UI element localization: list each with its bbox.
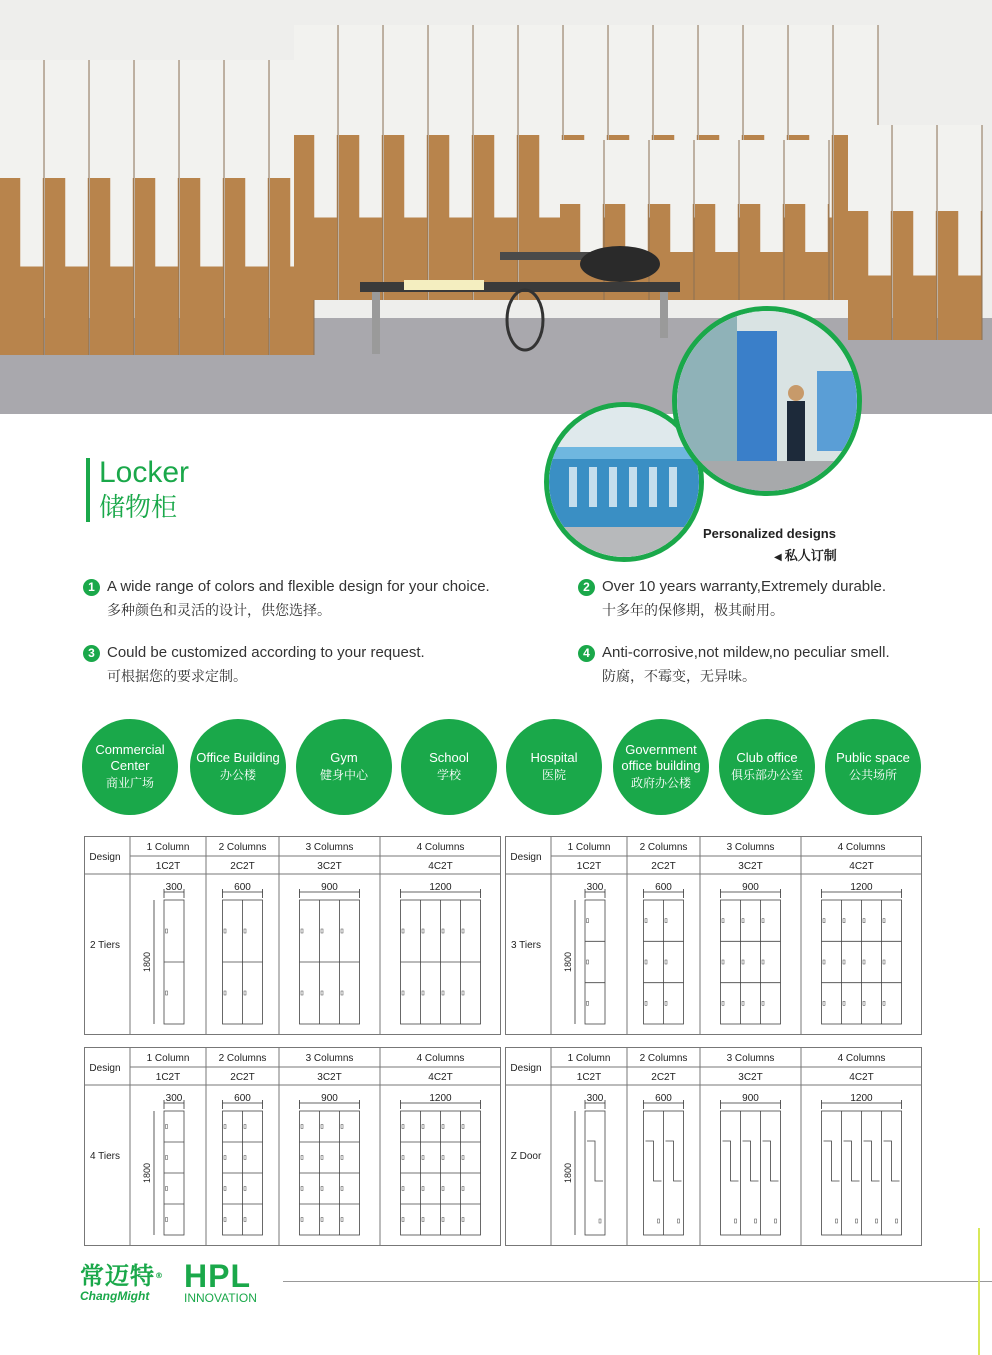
lock-icon [442, 1187, 444, 1191]
column-header: 3 Columns [305, 1053, 354, 1064]
z-door-line [864, 1141, 880, 1181]
column-code: 3C2T [317, 861, 342, 872]
category-label-en: Hospital [530, 750, 578, 765]
lock-icon [442, 1156, 444, 1160]
lock-icon [244, 1218, 246, 1222]
lock-icon [587, 960, 589, 964]
lock-icon [244, 929, 246, 933]
brand-name-zh: 常迈特 [80, 1262, 155, 1290]
lock-icon [883, 1001, 885, 1005]
feature-number: 2 [578, 579, 595, 596]
lock-icon [665, 960, 667, 964]
category-label-en: Public space [836, 750, 910, 765]
page-title: Locker [99, 456, 190, 489]
column-header: 1 Column [146, 842, 190, 853]
lock-icon [224, 991, 226, 995]
column-header: 4 Columns [416, 1053, 465, 1064]
column-header: 2 Columns [639, 1053, 688, 1064]
lock-icon [166, 1187, 168, 1191]
category-label-en: Gym [330, 750, 358, 765]
height-value: 1800 [142, 1162, 152, 1184]
lock-icon [665, 919, 667, 923]
lock-icon [341, 1125, 343, 1129]
category-school [401, 719, 497, 815]
lock-icon [645, 1001, 647, 1005]
z-door-line [646, 1141, 662, 1181]
feature-3 [83, 644, 563, 688]
caption-zh-text: 私人订制 [784, 549, 837, 564]
width-value: 600 [234, 882, 251, 893]
tier-label: 4 Tiers [89, 1151, 121, 1162]
z-door-line [723, 1141, 739, 1181]
lock-icon [301, 929, 303, 933]
height-value: 1800 [142, 951, 152, 973]
lock-icon [166, 1156, 168, 1160]
z-door-line [743, 1141, 759, 1181]
category-label-zh: 政府办公楼 [630, 776, 691, 790]
lock-icon [301, 1125, 303, 1129]
category-label-zh: 健身中心 [319, 768, 368, 782]
lock-icon [735, 1219, 737, 1223]
z-door-line [824, 1141, 840, 1181]
design-label: Design [510, 852, 542, 863]
innovation-text: INNOVATION [184, 1291, 257, 1305]
spec-table-3-tiers [505, 836, 922, 1035]
lock-icon [742, 919, 744, 923]
changmight-logo [80, 1262, 164, 1303]
column-header: 3 Columns [726, 842, 775, 853]
category-label-zh: 医院 [541, 768, 566, 782]
tier-label: Z Door [510, 1151, 542, 1162]
lock-icon [402, 1218, 404, 1222]
lock-icon [442, 929, 444, 933]
column-code: 3C2T [738, 1072, 763, 1083]
lock-icon [823, 1001, 825, 1005]
lock-icon [442, 1218, 444, 1222]
column-code: 2C2T [230, 861, 255, 872]
column-code: 4C2T [428, 1072, 453, 1083]
lock-icon [341, 1218, 343, 1222]
column-code: 3C2T [738, 861, 763, 872]
z-door-line [763, 1141, 779, 1181]
hpl-text: HPL [184, 1258, 251, 1294]
lock-icon [775, 1219, 777, 1223]
feature-text-en: Anti-corrosive,not mildew,no peculiar smell. [602, 644, 890, 661]
lock-icon [836, 1219, 838, 1223]
column-header: 2 Columns [218, 1053, 267, 1064]
lock-icon [587, 1001, 589, 1005]
lock-icon [843, 960, 845, 964]
feature-2 [578, 578, 978, 622]
column-code: 4C2T [428, 861, 453, 872]
lock-icon [301, 991, 303, 995]
spec-table-z-door [505, 1047, 922, 1246]
lock-icon [422, 1156, 424, 1160]
title-accent-bar [86, 458, 90, 522]
column-header: 1 Column [146, 1053, 190, 1064]
feature-4 [578, 644, 978, 688]
column-header: 1 Column [567, 1053, 611, 1064]
category-label-zh: 商业广场 [105, 776, 154, 790]
z-door-line [844, 1141, 860, 1181]
feature-text-en: A wide range of colors and flexible design for your choice. [107, 578, 490, 595]
lock-icon [224, 1187, 226, 1191]
z-door-line [666, 1141, 682, 1181]
lock-icon [224, 1125, 226, 1129]
lock-icon [863, 919, 865, 923]
spec-table-4-tiers [84, 1047, 501, 1246]
edge-color-mark [978, 1228, 980, 1355]
cabinet-outline [721, 900, 781, 1024]
lock-icon [722, 919, 724, 923]
z-door-line [587, 1141, 603, 1181]
width-value: 900 [742, 1093, 759, 1104]
lock-icon [876, 1219, 878, 1223]
height-value: 1800 [563, 951, 573, 973]
width-value: 900 [321, 1093, 338, 1104]
category-public-space [825, 719, 921, 815]
column-code: 2C2T [651, 861, 676, 872]
lock-icon [843, 919, 845, 923]
z-door-line [884, 1141, 900, 1181]
lock-icon [166, 991, 168, 995]
lock-icon [321, 929, 323, 933]
lock-icon [321, 1125, 323, 1129]
column-code: 2C2T [651, 1072, 676, 1083]
lock-icon [762, 960, 764, 964]
lock-icon [321, 1187, 323, 1191]
lock-icon [341, 1187, 343, 1191]
lock-icon [462, 1187, 464, 1191]
category-label-en: Club office [736, 750, 798, 765]
lock-icon [402, 929, 404, 933]
column-header: 4 Columns [837, 842, 886, 853]
column-header: 2 Columns [639, 842, 688, 853]
feature-number: 3 [83, 645, 100, 662]
lock-icon [301, 1156, 303, 1160]
category-commercial-center [82, 719, 178, 815]
tier-label: 3 Tiers [510, 940, 542, 951]
feature-text-zh: 多种颜色和灵活的设计，供您选择。 [107, 603, 331, 619]
feature-number: 1 [83, 579, 100, 596]
lock-icon [321, 1218, 323, 1222]
caption-personalized-designs: Personalized designs [703, 526, 836, 541]
feature-text-zh: 防腐，不霉变，无异味。 [602, 669, 756, 685]
caption-arrow-icon: ◀ [774, 552, 782, 563]
lock-icon [224, 1218, 226, 1222]
lock-icon [658, 1219, 660, 1223]
width-value: 1200 [429, 1093, 452, 1104]
category-government-office [613, 719, 709, 815]
width-value: 600 [655, 882, 672, 893]
column-code: 1C2T [576, 861, 602, 872]
column-code: 4C2T [849, 861, 874, 872]
lock-icon [755, 1219, 757, 1223]
lock-icon [422, 1218, 424, 1222]
category-gym [296, 719, 392, 815]
caption-personalized-zh [774, 545, 837, 564]
lock-icon [645, 919, 647, 923]
column-code: 1C2T [576, 1072, 602, 1083]
lock-icon [301, 1218, 303, 1222]
feature-text-en: Could be customized according to your request. [107, 644, 425, 661]
category-club-office [719, 719, 815, 815]
lock-icon [823, 960, 825, 964]
lock-icon [244, 1156, 246, 1160]
lock-icon [422, 1187, 424, 1191]
lock-icon [422, 991, 424, 995]
column-header: 2 Columns [218, 842, 267, 853]
width-value: 300 [586, 882, 604, 893]
lock-icon [462, 1156, 464, 1160]
hpl-innovation-logo [184, 1259, 257, 1305]
width-value: 900 [321, 882, 338, 893]
width-value: 600 [655, 1093, 672, 1104]
lock-icon [422, 1125, 424, 1129]
column-header: 1 Column [567, 842, 611, 853]
category-label-zh: 学校 [436, 768, 461, 782]
lock-icon [224, 929, 226, 933]
lock-icon [883, 960, 885, 964]
lock-icon [762, 919, 764, 923]
lock-icon [896, 1219, 898, 1223]
lock-icon [823, 919, 825, 923]
lock-icon [462, 929, 464, 933]
width-value: 600 [234, 1093, 251, 1104]
lock-icon [742, 960, 744, 964]
lock-icon [166, 1125, 168, 1129]
lock-icon [587, 919, 589, 923]
lock-icon [843, 1001, 845, 1005]
lock-icon [678, 1219, 680, 1223]
column-header: 4 Columns [416, 842, 465, 853]
lock-icon [224, 1156, 226, 1160]
column-header: 3 Columns [726, 1053, 775, 1064]
feature-text-zh: 可根据您的要求定制。 [107, 669, 247, 685]
lock-icon [402, 1187, 404, 1191]
height-value: 1800 [563, 1162, 573, 1184]
spec-table-2-tiers [84, 836, 501, 1035]
lock-icon [244, 991, 246, 995]
school-corridor-photo-circle [672, 306, 862, 496]
design-label: Design [89, 1063, 121, 1074]
lock-icon [402, 991, 404, 995]
column-code: 4C2T [849, 1072, 874, 1083]
design-label: Design [89, 852, 121, 863]
lock-icon [321, 1156, 323, 1160]
lock-icon [341, 991, 343, 995]
width-value: 900 [742, 882, 759, 893]
lock-icon [321, 991, 323, 995]
feature-text-zh: 十多年的保修期，极其耐用。 [602, 603, 784, 619]
column-code: 3C2T [317, 1072, 342, 1083]
lock-icon [301, 1187, 303, 1191]
lock-icon [462, 1125, 464, 1129]
category-label-zh: 办公楼 [219, 768, 256, 782]
lock-icon [722, 1001, 724, 1005]
category-label-en: Government office building [621, 742, 701, 773]
footer-divider [283, 1281, 992, 1282]
category-hospital [506, 719, 602, 815]
lock-icon [863, 1001, 865, 1005]
design-label: Design [510, 1063, 542, 1074]
lock-icon [341, 1156, 343, 1160]
lock-icon [722, 960, 724, 964]
lock-icon [665, 1001, 667, 1005]
lock-icon [762, 1001, 764, 1005]
brand-name-en: ChangMight [80, 1289, 150, 1303]
feature-text-en: Over 10 years warranty,Extremely durable. [602, 578, 886, 595]
width-value: 300 [586, 1093, 604, 1104]
category-label-en: Office Building [196, 750, 280, 765]
lock-icon [742, 1001, 744, 1005]
width-value: 1200 [429, 882, 452, 893]
width-value: 1200 [850, 1093, 873, 1104]
lock-icon [599, 1219, 601, 1223]
lock-icon [402, 1156, 404, 1160]
lock-icon [442, 1125, 444, 1129]
category-label-zh: 公共场所 [848, 768, 897, 782]
column-code: 2C2T [230, 1072, 255, 1083]
lock-icon [341, 929, 343, 933]
page-title-zh: 储物柜 [99, 493, 178, 523]
lock-icon [863, 960, 865, 964]
width-value: 300 [165, 882, 183, 893]
lock-icon [462, 991, 464, 995]
category-label-en: School [429, 750, 469, 765]
column-code: 1C2T [155, 1072, 181, 1083]
feature-number: 4 [578, 645, 595, 662]
registered-mark: ® [155, 1271, 164, 1280]
lock-icon [244, 1125, 246, 1129]
column-header: 4 Columns [837, 1053, 886, 1064]
column-code: 1C2T [155, 861, 181, 872]
lock-icon [442, 991, 444, 995]
lock-icon [166, 1218, 168, 1222]
lock-icon [244, 1187, 246, 1191]
column-header: 3 Columns [305, 842, 354, 853]
lock-icon [166, 929, 168, 933]
width-value: 300 [165, 1093, 183, 1104]
lock-icon [402, 1125, 404, 1129]
lock-icon [422, 929, 424, 933]
lock-icon [462, 1218, 464, 1222]
category-label-zh: 俱乐部办公室 [730, 768, 803, 782]
width-value: 1200 [850, 882, 873, 893]
lock-icon [645, 960, 647, 964]
lock-icon [856, 1219, 858, 1223]
category-label-en: Commercial Center [95, 742, 165, 773]
feature-1 [83, 578, 563, 622]
lock-icon [883, 919, 885, 923]
tier-label: 2 Tiers [89, 940, 121, 951]
category-office-building [190, 719, 286, 815]
